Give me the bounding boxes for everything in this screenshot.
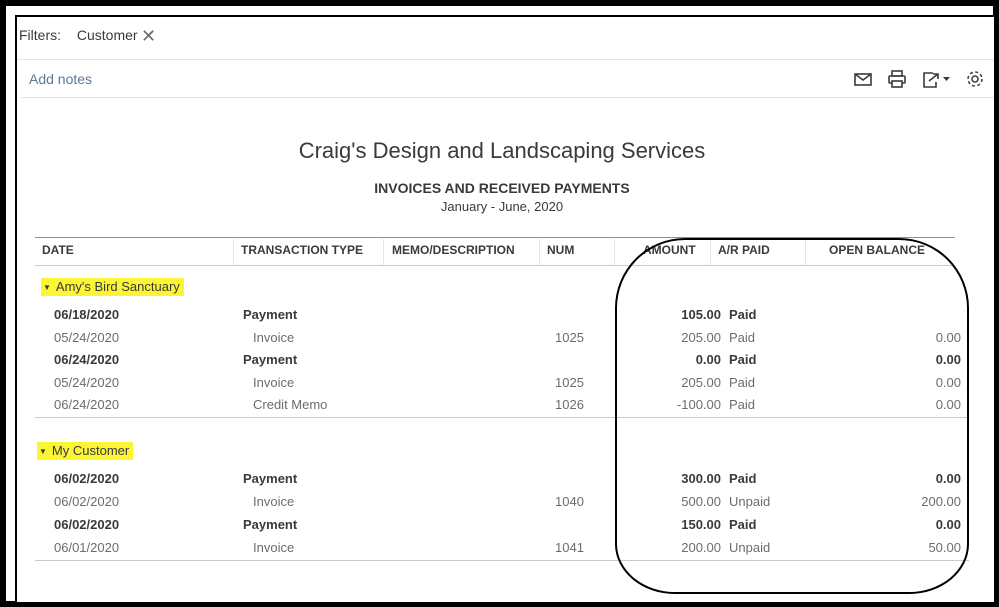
print-icon[interactable] (886, 68, 908, 90)
cell-date: 05/24/2020 (54, 375, 120, 390)
close-icon[interactable]: ✕ (141, 26, 157, 46)
cell-type: Invoice (253, 330, 295, 345)
cell-type: Payment (243, 517, 298, 532)
cell-date: 06/18/2020 (54, 307, 120, 322)
company-name: Craig's Design and Landscaping Services (298, 138, 706, 163)
cell-date: 06/01/2020 (54, 540, 120, 555)
cell-amount: 500.00 (681, 494, 721, 509)
column-header-open-balance[interactable]: OPEN BALANCE (829, 243, 926, 257)
group-divider (35, 417, 969, 418)
cell-open-balance: 0.00 (935, 330, 961, 345)
cell-amount: 0.00 (695, 352, 721, 367)
report-toolbar (852, 68, 986, 90)
filters-label: Filters: (19, 27, 61, 43)
table-bottom-rule (35, 560, 969, 561)
column-divider (233, 239, 234, 265)
table-row[interactable] (35, 328, 961, 348)
cell-type: Invoice (253, 540, 295, 555)
cell-open-balance: 0.00 (935, 397, 961, 412)
cell-open-balance: 50.00 (928, 540, 961, 555)
table-row[interactable] (35, 395, 961, 415)
cell-num: 1040 (555, 494, 584, 509)
group-name: Amy's Bird Sanctuary (55, 279, 180, 294)
column-divider (710, 239, 711, 265)
column-divider (539, 239, 540, 265)
cell-ar-paid: Paid (729, 330, 756, 345)
column-header-date[interactable]: DATE (42, 243, 74, 257)
cell-amount: 105.00 (681, 307, 721, 322)
cell-date: 06/24/2020 (54, 397, 120, 412)
cell-date: 06/02/2020 (54, 471, 120, 486)
cell-num: 1026 (555, 397, 584, 412)
group-toggle-amys-bird-sanctuary[interactable] (41, 278, 184, 296)
cell-date: 06/02/2020 (54, 494, 120, 509)
report-date-range: January - June, 2020 (440, 199, 564, 214)
cell-ar-paid: Paid (729, 307, 757, 322)
cell-ar-paid: Unpaid (729, 494, 771, 509)
cell-date: 06/02/2020 (54, 517, 120, 532)
cell-num: 1025 (555, 330, 584, 345)
cell-amount: 205.00 (681, 375, 721, 390)
cell-amount: 200.00 (681, 540, 721, 555)
cell-type: Invoice (253, 375, 295, 390)
column-header-num[interactable]: NUM (547, 243, 575, 257)
cell-ar-paid: Paid (729, 375, 756, 390)
column-header-memo[interactable]: MEMO/DESCRIPTION (392, 243, 515, 257)
settings-icon[interactable] (964, 68, 986, 90)
group-name: My Customer (51, 443, 130, 458)
cell-open-balance: 200.00 (921, 494, 961, 509)
table-row[interactable] (35, 515, 961, 535)
cell-open-balance: 0.00 (935, 471, 961, 486)
cell-amount: 150.00 (681, 517, 721, 532)
cell-ar-paid: Paid (729, 397, 756, 412)
divider (21, 97, 994, 98)
cell-date: 05/24/2020 (54, 330, 120, 345)
column-divider (614, 239, 615, 265)
cell-ar-paid: Paid (729, 352, 757, 367)
filter-chip-customer[interactable]: Customer (76, 27, 138, 43)
column-divider (383, 239, 384, 265)
cell-type: Payment (243, 352, 298, 367)
cell-amount: -100.00 (676, 397, 721, 412)
cell-open-balance: 0.00 (935, 352, 961, 367)
divider (17, 59, 994, 60)
cell-ar-paid: Paid (729, 517, 757, 532)
table-row[interactable] (35, 305, 955, 325)
table-row[interactable] (35, 492, 961, 512)
table-row[interactable] (35, 350, 961, 370)
column-header-amount[interactable]: AMOUNT (643, 243, 696, 257)
caret-down-icon: ▼ (43, 283, 51, 293)
cell-amount: 205.00 (681, 330, 721, 345)
cell-open-balance: 0.00 (935, 375, 961, 390)
group-toggle-my-customer[interactable] (37, 442, 133, 460)
cell-ar-paid: Unpaid (729, 540, 771, 555)
table-row[interactable] (35, 538, 961, 558)
header-top-rule (35, 237, 955, 238)
cell-type: Payment (243, 307, 298, 322)
cell-type: Invoice (253, 494, 295, 509)
cell-open-balance: 0.00 (935, 517, 961, 532)
cell-date: 06/24/2020 (54, 352, 120, 367)
report-window (15, 15, 996, 604)
cell-type: Credit Memo (253, 397, 328, 412)
report-title: INVOICES AND RECEIVED PAYMENTS (374, 180, 630, 196)
mail-icon[interactable] (852, 68, 874, 90)
header-bottom-rule (35, 265, 955, 266)
filter-bar (19, 26, 157, 46)
export-icon[interactable] (920, 68, 952, 90)
cell-num: 1025 (555, 375, 584, 390)
cell-ar-paid: Paid (729, 471, 757, 486)
cell-type: Payment (243, 471, 298, 486)
cell-amount: 300.00 (681, 471, 721, 486)
column-divider (805, 239, 806, 265)
column-header-transaction-type[interactable]: TRANSACTION TYPE (241, 243, 364, 257)
cell-num: 1041 (555, 540, 584, 555)
table-row[interactable] (35, 373, 961, 393)
column-header-ar-paid[interactable]: A/R PAID (718, 243, 770, 257)
caret-down-icon: ▼ (39, 447, 47, 457)
table-row[interactable] (35, 469, 961, 489)
add-notes-link[interactable]: Add notes (29, 71, 93, 87)
